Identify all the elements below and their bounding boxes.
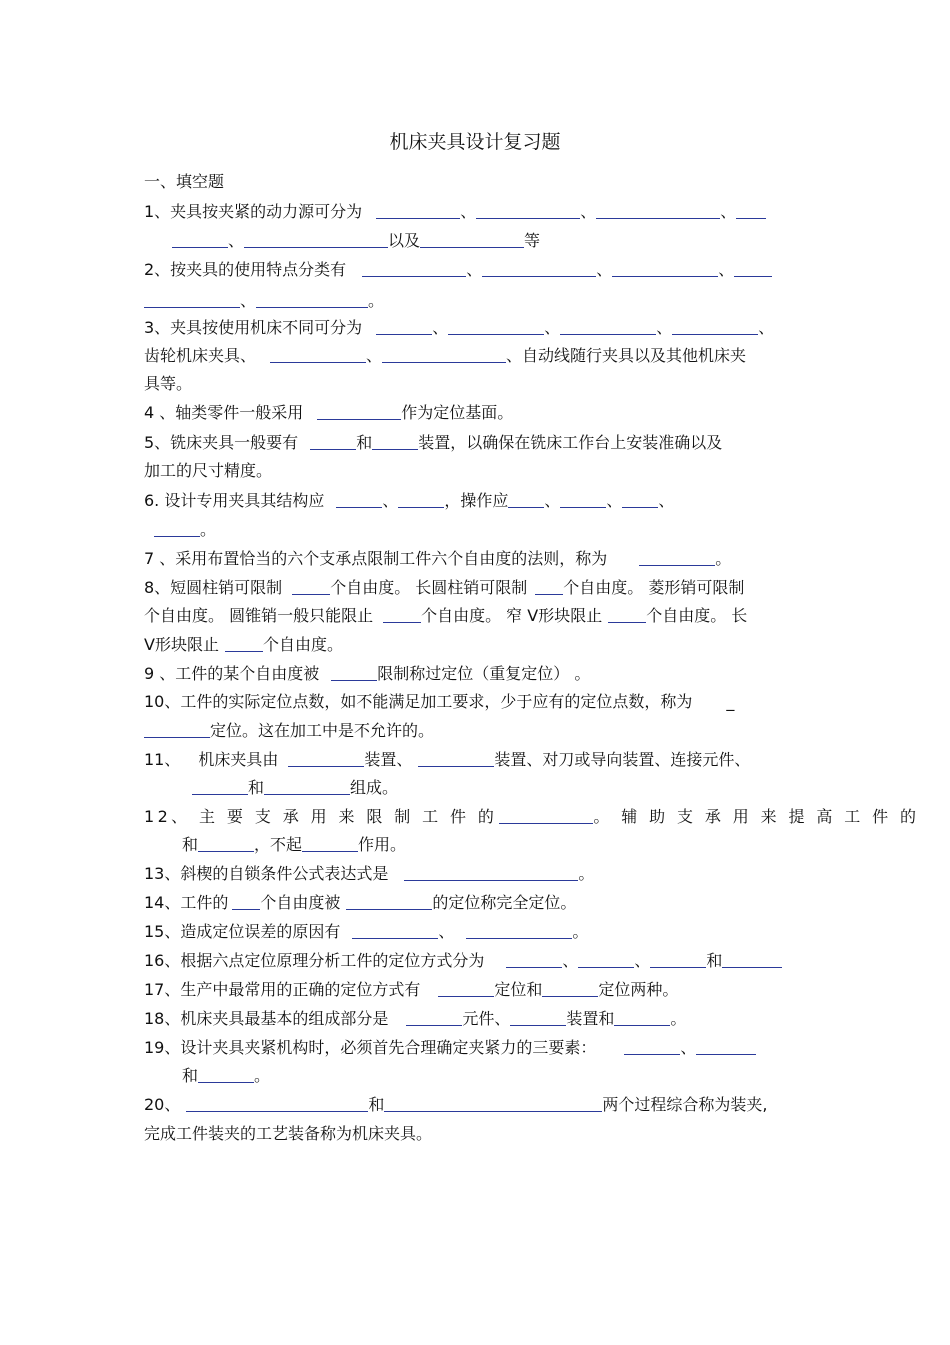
question-11-text: 11、 [144,750,181,769]
separator: 。 [254,1066,271,1085]
question-6-line-1 [144,491,674,511]
question-2-text: 2、按夹具的使用特点分类有 [144,260,347,279]
answer-blank[interactable] [376,318,432,335]
answer-blank[interactable] [372,433,418,450]
answer-blank[interactable] [510,1009,566,1026]
answer-blank[interactable] [420,231,524,248]
answer-blank[interactable] [406,1009,462,1026]
separator: 、 [718,260,735,279]
question-9-text: 9 、工件的某个自由度被 [144,664,320,683]
question-11-text: 装置、 [364,750,413,769]
question-5-text: 和 [356,433,373,452]
question-9-text: 限制称过定位（重复定位） 。 [377,664,591,683]
question-17-line [144,980,678,1000]
separator: 、 [382,491,399,510]
answer-blank[interactable] [404,864,578,881]
answer-blank[interactable] [331,664,377,681]
question-11-text: 装置、对刀或导向装置、连接元件、 [494,750,751,769]
question-8-text: 个自由度。 长圆柱销可限制 [330,578,528,597]
separator: 、 [596,260,613,279]
answer-blank[interactable] [317,403,401,420]
answer-blank[interactable] [722,951,782,968]
question-20-text: 和 [368,1095,385,1114]
answer-blank[interactable] [736,202,766,219]
question-20-line-1 [144,1095,767,1115]
answer-blank[interactable] [198,835,254,852]
answer-blank[interactable] [144,721,210,738]
question-20-text: 两个过程综合称为装夹, [602,1095,768,1114]
question-1-line-2 [172,231,540,251]
answer-blank[interactable] [734,260,772,277]
question-20-line-2 [144,1124,432,1144]
question-3-text: 、自动线随行夹具以及其他机床夹 [506,346,747,365]
question-4-line [144,403,513,423]
question-12-text: 和 [182,835,199,854]
question-10-text: 定位。这在加工中是不允许的。 [210,721,435,740]
answer-blank[interactable] [438,980,494,997]
question-5-text: 加工的尺寸精度。 [144,461,273,480]
question-20-text: 20、 [144,1095,181,1114]
question-6-text: 6. 设计专用夹具其结构应 [144,491,325,510]
question-12-text: ，不起 [254,835,303,854]
separator: 。 [578,864,595,883]
answer-blank[interactable] [466,922,572,939]
separator: 。 [200,520,217,539]
separator: 。 [572,922,589,941]
question-19-text: 和 [182,1066,199,1085]
question-8-line-2 [144,606,747,626]
separator: 、 [544,318,561,337]
question-15-text: 15、造成定位误差的原因有 [144,922,341,941]
question-11-line-1 [144,750,750,770]
answer-blank[interactable] [362,260,466,277]
question-3-text: 3、夹具按使用机床不同可分为 [144,318,363,337]
separator: 、 [758,318,775,337]
question-8-line-3 [144,635,343,655]
question-1-text: 以及 [388,231,421,250]
separator: 、 [580,202,597,221]
answer-blank[interactable] [624,1038,680,1055]
question-19-text: 19、设计夹具夹紧机构时，必须首先合理确定夹紧力的三要素： [144,1038,597,1057]
question-16-line [144,951,782,971]
question-3-text: 具等。 [144,374,193,393]
separator: 、 [460,202,477,221]
answer-blank[interactable] [270,346,366,363]
question-8-text: 个自由度。 长 [646,606,748,625]
separator: 、 [658,491,675,510]
answer-blank[interactable] [578,951,634,968]
answer-blank[interactable] [302,835,358,852]
question-3-line-1 [144,318,774,338]
answer-blank[interactable] [614,1009,670,1026]
question-9-line [144,664,590,684]
question-10-line-2 [144,721,434,741]
question-14-text: 14、工件的 [144,893,229,912]
answer-blank[interactable] [608,606,646,623]
answer-blank[interactable] [382,346,506,363]
question-16-text: 和 [706,951,723,970]
question-12-text: 12、 主 要 支 承 用 来 限 制 工 件 的 [144,807,498,826]
answer-blank[interactable] [476,202,580,219]
answer-blank[interactable] [192,778,248,795]
question-11-text: 组成。 [350,778,399,797]
question-2-line-1 [144,260,772,280]
question-8-text: 8、短圆柱销可限制 [144,578,283,597]
question-5-text: 5、铣床夹具一般要有 [144,433,299,452]
question-8-text: 个自由度。 菱形销可限制 [563,578,745,597]
answer-blank[interactable] [264,778,350,795]
answer-blank[interactable] [499,807,593,824]
answer-blank[interactable] [596,202,720,219]
question-8-text: 个自由度。 圆锥销一般只能限止 [144,606,374,625]
answer-blank[interactable] [535,578,563,595]
answer-blank[interactable] [376,202,460,219]
question-12-text: 作用。 [358,835,407,854]
question-18-line [144,1009,686,1029]
question-7-text: 7 、采用布置恰当的六个支承点限制工件六个自由度的法则，称为 [144,549,608,568]
separator: 、 [634,951,651,970]
answer-blank[interactable] [310,433,356,450]
question-10-text: _ [726,692,735,711]
answer-blank[interactable] [292,578,330,595]
question-14-line [144,893,576,913]
answer-blank[interactable] [696,1038,756,1055]
separator: 、 [432,318,449,337]
question-1-line-1 [144,202,766,222]
answer-blank[interactable] [144,291,240,308]
question-19-line-1 [144,1038,756,1058]
question-13-line [144,864,594,884]
separator: 、 [466,260,483,279]
answer-blank[interactable] [256,291,368,308]
answer-blank[interactable] [622,491,658,508]
answer-blank[interactable] [398,491,444,508]
answer-blank[interactable] [186,1095,368,1112]
answer-blank[interactable] [506,951,562,968]
question-12-text: 。 辅 助 支 承 用 来 提 高 工 件 的 [593,807,920,826]
separator: 。 [368,291,385,310]
separator: 、 [656,318,673,337]
question-6-text: ，操作应 [444,491,509,510]
question-1-text: 等 [524,231,541,250]
answer-blank[interactable] [244,231,388,248]
answer-blank[interactable] [198,1066,254,1083]
separator: 、 [438,922,455,941]
question-20-text: 完成工件装夹的工艺装备称为机床夹具。 [144,1124,433,1143]
answer-blank[interactable] [383,606,421,623]
answer-blank[interactable] [346,893,432,910]
question-4-text: 4 、轴类零件一般采用 [144,403,304,422]
answer-blank[interactable] [172,231,228,248]
separator: 、 [720,202,737,221]
answer-blank[interactable] [639,549,715,566]
question-14-text: 个自由度被 [260,893,341,912]
question-18-text: 装置和 [566,1009,615,1028]
question-17-text: 定位两种。 [598,980,679,999]
question-10-line-1 [144,692,734,712]
question-5-text: 装置，以确保在铣床工作台上安装准确以及 [418,433,723,452]
question-3-text: 齿轮机床夹具、 [144,346,257,365]
question-19-line-2 [182,1066,270,1086]
answer-blank[interactable] [418,750,494,767]
separator: 、 [680,1038,697,1057]
question-5-line-2 [144,461,272,481]
separator: 。 [715,549,732,568]
question-3-line-2 [144,346,746,366]
answer-blank[interactable] [336,491,382,508]
question-5-line-1 [144,433,722,453]
question-17-text: 定位和 [494,980,543,999]
question-18-text: 元件、 [462,1009,511,1028]
question-11-line-2 [182,778,398,798]
question-18-text: 18、机床夹具最基本的组成部分是 [144,1009,389,1028]
answer-blank[interactable] [672,318,758,335]
separator: 、 [562,951,579,970]
question-2-line-2 [144,291,384,311]
separator: 、 [606,491,623,510]
answer-blank[interactable] [508,491,544,508]
question-8-text: V形块限止 [144,635,219,654]
question-11-text: 和 [248,778,265,797]
question-17-text: 17、生产中最常用的正确的定位方式有 [144,980,421,999]
question-13-text: 13、斜楔的自锁条件公式表达式是 [144,864,389,883]
separator: 、 [228,231,245,250]
question-7-line [144,549,731,569]
question-12-line-1 [144,807,919,827]
question-6-line-2 [144,520,216,540]
question-4-text: 作为定位基面。 [401,403,514,422]
question-12-line-2 [182,835,406,855]
answer-blank[interactable] [448,318,544,335]
separator: 、 [366,346,383,365]
question-8-text: 个自由度。 [262,635,343,654]
separator: 、 [544,491,561,510]
answer-blank[interactable] [232,893,260,910]
answer-blank[interactable] [482,260,596,277]
question-3-line-3 [144,374,192,394]
question-15-line [144,922,588,942]
answer-blank[interactable] [542,980,598,997]
separator: 、 [240,291,257,310]
answer-blank[interactable] [384,1095,602,1112]
answer-blank[interactable] [225,635,263,652]
answer-blank[interactable] [288,750,364,767]
question-16-text: 16、根据六点定位原理分析工件的定位方式分为 [144,951,485,970]
question-8-text: 个自由度。 窄 V形块限止 [421,606,603,625]
separator: 。 [670,1009,687,1028]
answer-blank[interactable] [560,318,656,335]
question-1-text: 1、夹具按夹紧的动力源可分为 [144,202,363,221]
answer-blank[interactable] [154,520,200,537]
question-8-line-1 [144,578,744,598]
question-10-text: 10、工件的实际定位点数，如不能满足加工要求，少于应有的定位点数，称为 [144,692,693,711]
answer-blank[interactable] [650,951,706,968]
answer-blank[interactable] [612,260,718,277]
document-title: 机床夹具设计复习题 [389,131,561,153]
question-14-text: 的定位称完全定位。 [432,893,577,912]
section-heading: 一、填空题 [144,172,225,191]
answer-blank[interactable] [352,922,438,939]
question-11-text: 机床夹具由 [198,750,279,769]
answer-blank[interactable] [560,491,606,508]
